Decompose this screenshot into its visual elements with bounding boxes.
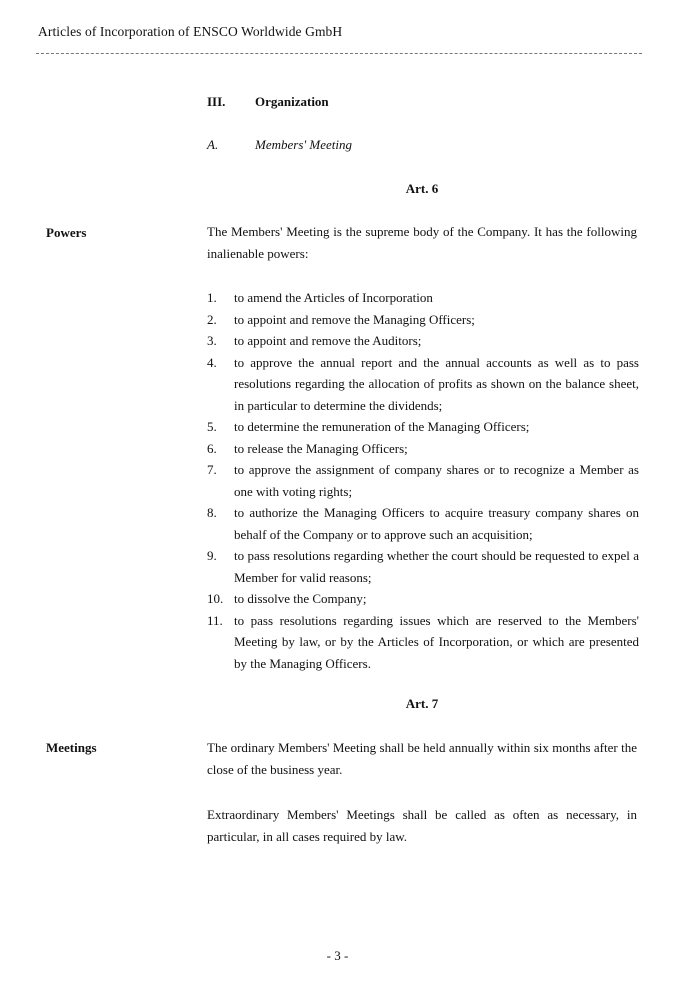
article-6-heading: Art. 6 — [405, 181, 439, 196]
subsection-letter: A. — [207, 137, 219, 152]
list-item-text: to authorize the Managing Officers to acquire treasury company shares on behalf of the Company or to approve such an acquisition; — [234, 505, 639, 542]
list-item — [207, 502, 639, 545]
list-item — [207, 459, 639, 502]
list-item-text: to approve the annual report and the annual accounts as well as to pass resolutions regarding the allocation of profits as shown on the balance sheet, in particular to determine the dividends; — [234, 354, 639, 413]
section-number: III. — [207, 94, 226, 109]
list-item-text: to dissolve the Company; — [234, 591, 367, 606]
list-item-text: to pass resolutions regarding issues which are reserved to the Members' Meeting by law, or by the Articles of Incorporation, or which are presented by the Managing Officers. — [234, 612, 639, 671]
list-item-text: to approve the assignment of company shares or to recognize a Member as one with voting rights; — [234, 462, 639, 499]
list-item-text: to appoint and remove the Auditors; — [234, 333, 422, 348]
list-item — [207, 330, 639, 352]
list-item-text: to amend the Articles of Incorporation — [234, 290, 433, 305]
section-title: Organization — [255, 94, 329, 109]
powers-side-label: Powers — [46, 225, 87, 240]
list-item-text: to determine the remuneration of the Managing Officers; — [234, 419, 530, 434]
list-item — [207, 545, 639, 588]
list-item-number: 7. — [207, 462, 217, 477]
subsection-title: Members' Meeting — [255, 137, 352, 152]
list-item — [207, 287, 639, 309]
list-item-number: 10. — [207, 591, 224, 606]
meetings-side-label: Meetings — [46, 740, 97, 755]
list-item-number: 4. — [207, 354, 217, 370]
document-header-title: Articles of Incorporation of ENSCO Worldwide GmbH — [38, 24, 343, 39]
list-item-number: 9. — [207, 548, 217, 563]
list-item-number: 6. — [207, 440, 217, 456]
list-item — [207, 416, 639, 438]
list-item-number: 3. — [207, 333, 217, 348]
page-number: - 3 - — [326, 948, 349, 963]
list-item — [207, 438, 639, 460]
list-item-number: 5. — [207, 419, 217, 434]
list-item-number: 1. — [207, 290, 217, 305]
list-item — [207, 309, 639, 331]
list-item-text: to appoint and remove the Managing Officers; — [234, 311, 475, 327]
list-item — [207, 610, 639, 675]
article-7-heading: Art. 7 — [405, 696, 439, 711]
list-item — [207, 352, 639, 417]
ordinary-meeting-paragraph: The ordinary Members' Meeting shall be held annually within six months after the close of the business year. — [207, 740, 637, 777]
powers-list — [207, 287, 639, 674]
list-item-text: to release the Managing Officers; — [234, 440, 408, 456]
list-item-number: 2. — [207, 311, 217, 327]
list-item — [207, 588, 639, 610]
powers-intro-paragraph: The Members' Meeting is the supreme body of the Company. It has the following inalienable powers: — [207, 224, 637, 261]
header-divider — [36, 53, 642, 54]
extraordinary-meeting-paragraph: Extraordinary Members' Meetings shall be called as often as necessary, in particular, in all cases required by law. — [207, 807, 637, 844]
list-item-text: to pass resolutions regarding whether the court should be requested to expel a Member for valid reasons; — [234, 548, 639, 585]
list-item-number: 8. — [207, 505, 217, 520]
list-item-number: 11. — [207, 612, 223, 628]
